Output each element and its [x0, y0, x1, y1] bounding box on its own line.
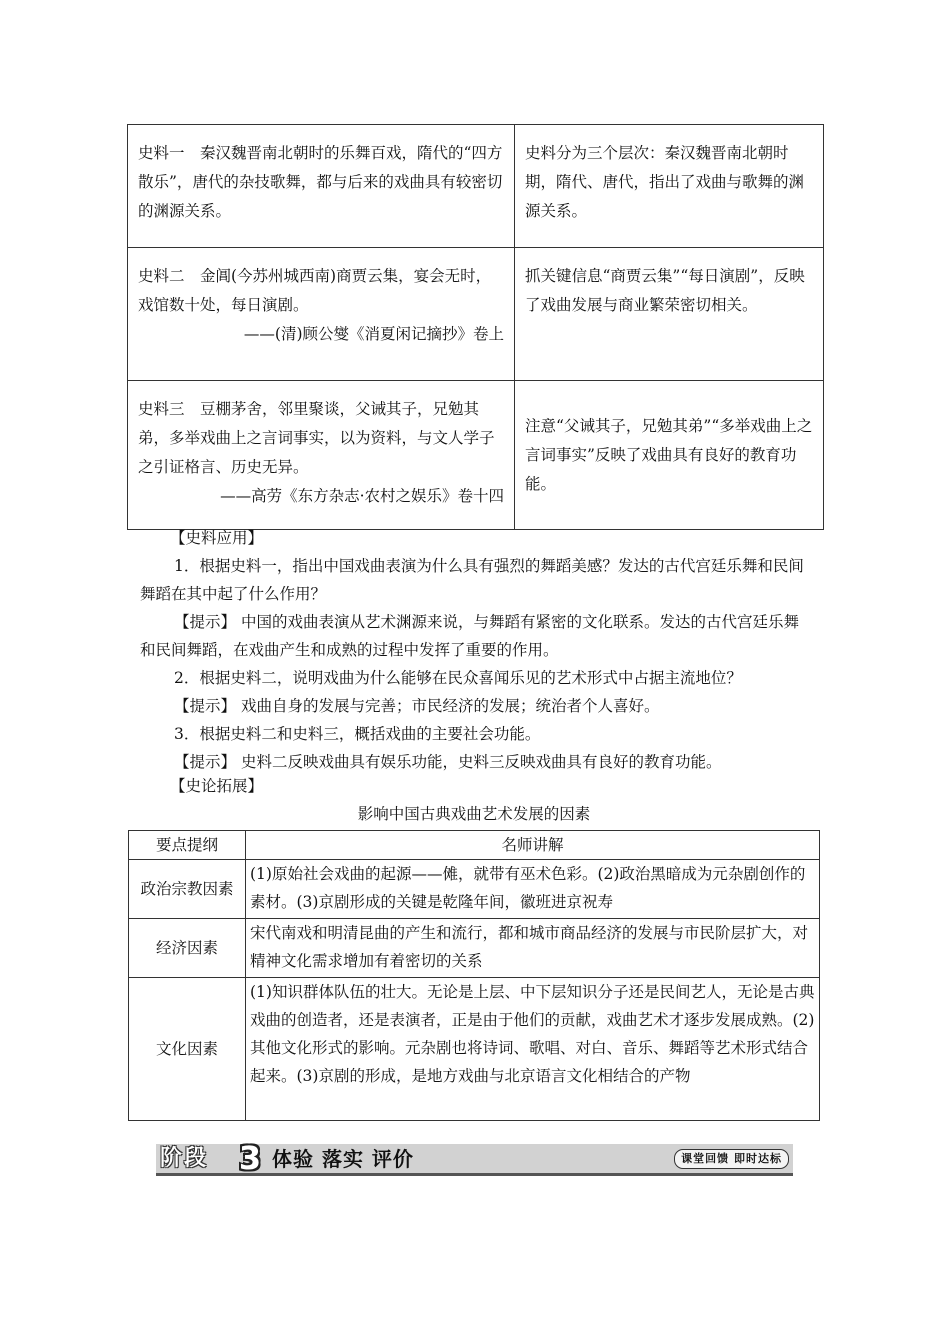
banner-tag: 课堂回馈 即时达标 — [674, 1149, 789, 1169]
table-row — [128, 248, 824, 381]
hint-label: 【提示】 — [174, 753, 237, 771]
factor-key: 文化因素 — [129, 978, 246, 1121]
analysis-text: 抓关键信息“商贾云集”“每日演剧”，反映了戏曲发展与商业繁荣密切相关。 — [525, 267, 805, 314]
stage-number: 3 — [238, 1139, 262, 1177]
column-header: 要点提纲 — [129, 831, 246, 860]
source-material-table — [127, 124, 824, 530]
source-citation: ——(清)顾公燮《消夏闲记摘抄》卷上 — [243, 325, 504, 343]
stage-banner — [156, 1139, 793, 1177]
analysis-cell — [515, 125, 824, 248]
source-cell — [128, 248, 515, 381]
factors-table — [128, 830, 820, 1121]
analysis-text: 注意“父诫其子，兄勉其弟”“多举戏曲上之言词事实”反映了戏曲具有良好的教育功能。 — [525, 416, 813, 493]
application-section — [140, 552, 810, 776]
question-1: 1．根据史料一，指出中国戏曲表演为什么具有强烈的舞蹈美感？发达的古代宫廷乐舞和民间舞蹈在其中起了什么作用？ — [140, 557, 804, 603]
analysis-cell — [515, 248, 824, 381]
hint-text: 史料二反映戏曲具有娱乐功能，史料三反映戏曲具有良好的教育功能。 — [240, 753, 722, 771]
table-row — [128, 125, 824, 248]
section-heading-extension: 【史论拓展】 — [170, 777, 264, 795]
hint-text: 中国的戏曲表演从艺术渊源来说，与舞蹈有紧密的文化联系。发达的古代宫廷乐舞和民间舞蹈，在戏曲产生和成熟的过程中发挥了重要的作用。 — [140, 613, 799, 659]
question-3: 3．根据史料二和史料三，概括戏曲的主要社会功能。 — [174, 725, 541, 743]
hint-text: 戏曲自身的发展与完善；市民经济的发展；统治者个人喜好。 — [240, 697, 660, 715]
table-row — [128, 381, 824, 530]
table-row — [129, 978, 820, 1121]
analysis-cell — [515, 381, 824, 530]
source-cell — [128, 125, 515, 248]
factor-key: 政治宗教因素 — [129, 860, 246, 919]
factor-explanation: 宋代南戏和明清昆曲的产生和流行，都和城市商品经济的发展与市民阶层扩大，对精神文化需求增加有着密切的关系 — [246, 919, 820, 978]
table-row — [129, 860, 820, 919]
factor-explanation: (1)知识群体队伍的壮大。无论是上层、中下层知识分子还是民间艺人，无论是古典戏曲的创造者，还是表演者，正是由于他们的贡献，戏曲艺术才逐步发展成熟。(2)其他文化形式的影响。元杂剧也将诗词、歌唱、对白、音乐、舞蹈等艺术形式结合起来。(3)京剧的形成，是地方戏曲与北京语言文化相结合的产物 — [246, 978, 820, 1121]
source-text: 史料三 豆棚茅舍，邻里聚谈，父诫其子，兄勉其弟，多举戏曲上之言词事实，以为资料，与文人学子之引证格言、历史无异。 — [138, 400, 495, 476]
table-header-row — [129, 831, 820, 860]
banner-title: 体验 落实 评价 — [272, 1147, 414, 1171]
table-caption: 影响中国古典戏曲艺术发展的因素 — [357, 805, 591, 823]
hint-label: 【提示】 — [174, 613, 237, 631]
source-text: 史料二 金阊(今苏州城西南)商贾云集，宴会无时，戏馆数十处，每日演剧。 — [138, 267, 492, 314]
analysis-text: 史料分为三个层次：秦汉魏晋南北朝时期，隋代、唐代，指出了戏曲与歌舞的渊源关系。 — [525, 144, 805, 220]
stage-label: 阶段 — [160, 1146, 209, 1171]
section-heading-application: 【史料应用】 — [170, 529, 264, 547]
source-citation: ——高劳《东方杂志·农村之娱乐》卷十四 — [220, 487, 504, 505]
factor-explanation: (1)原始社会戏曲的起源——傩，就带有巫术色彩。(2)政治黑暗成为元杂剧创作的素材。(3)京剧形成的关键是乾隆年间，徽班进京祝寿 — [246, 860, 820, 919]
factor-key: 经济因素 — [129, 919, 246, 978]
answer-1 — [140, 608, 810, 664]
source-text: 史料一 秦汉魏晋南北朝时的乐舞百戏，隋代的“四方散乐”，唐代的杂技歌舞，都与后来的戏曲具有较密切的渊源关系。 — [138, 144, 503, 220]
question-2: 2．根据史料二，说明戏曲为什么能够在民众喜闻乐见的艺术形式中占据主流地位？ — [174, 669, 742, 687]
column-header: 名师讲解 — [246, 831, 820, 860]
hint-label: 【提示】 — [174, 697, 237, 715]
table-row — [129, 919, 820, 978]
answer-2 — [140, 692, 810, 720]
source-cell — [128, 381, 515, 530]
